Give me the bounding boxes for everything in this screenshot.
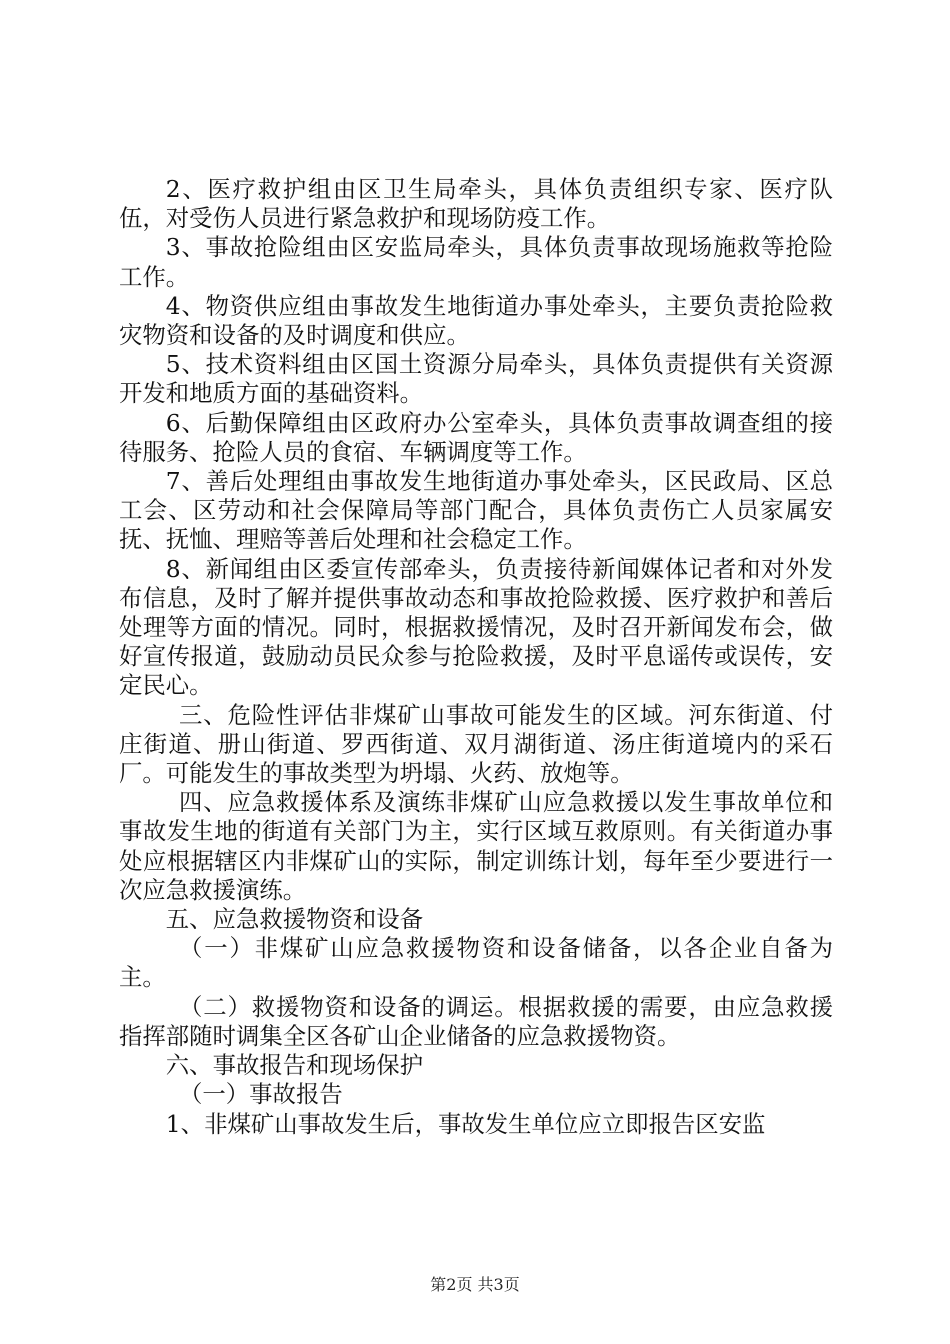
paragraph-risk-assessment: 三、危险性评估非煤矿山事故可能发生的区域。河东街道、付庄街道、册山街道、罗西街道、双月湖街道、汤庄街道境内的采石厂。可能发生的事故类型为坍塌、火药、放炮等。 <box>119 700 833 788</box>
paragraph-rescue-team: 3、事故抢险组由区安监局牵头，具体负责事故现场施救等抢险工作。 <box>119 233 833 291</box>
paragraph-material-reserve: （一）非煤矿山应急救援物资和设备储备，以各企业自备为主。 <box>119 934 833 992</box>
paragraph-medical-team: 2、医疗救护组由区卫生局牵头，具体负责组织专家、医疗队伍，对受伤人员进行紧急救护和现场防疫工作。 <box>119 175 833 233</box>
heading-rescue-materials: 五、应急救援物资和设备 <box>165 905 424 934</box>
paragraph-material-transport: （二）救援物资和设备的调运。根据救援的需要，由应急救援指挥部随时调集全区各矿山企业储备的应急救援物资。 <box>119 992 833 1050</box>
paragraph-technical-team: 5、技术资料组由区国土资源分局牵头，具体负责提供有关资源开发和地质方面的基础资料。 <box>119 350 833 408</box>
paragraph-aftermath-team: 7、善后处理组由事故发生地街道办事处牵头，区民政局、区总工会、区劳动和社会保障局等部门配合，具体负责伤亡人员家属安抚、抚恤、理赔等善后处理和社会稳定工作。 <box>119 467 833 554</box>
paragraph-rescue-system: 四、应急救援体系及演练非煤矿山应急救援以发生事故单位和事故发生地的街道有关部门为主，实行区域互救原则。有关街道办事处应根据辖区内非煤矿山的实际，制定训练计划，每年至少要进行一次应急救援演练。 <box>119 788 833 904</box>
paragraph-supply-team: 4、物资供应组由事故发生地街道办事处牵头，主要负责抢险救灾物资和设备的及时调度和供应。 <box>119 291 833 350</box>
heading-accident-report: 六、事故报告和现场保护 <box>165 1051 424 1080</box>
paragraph-report-step-1: 1、非煤矿山事故发生后，事故发生单位应立即报告区安监 <box>165 1109 766 1138</box>
document-body <box>119 175 833 1139</box>
subheading-accident-report: （一）事故报告 <box>179 1080 343 1109</box>
paragraph-logistics-team: 6、后勤保障组由区政府办公室牵头，具体负责事故调查组的接待服务、抢险人员的食宿、车辆调度等工作。 <box>119 408 833 466</box>
page-number: 第2页 共3页 <box>430 1275 520 1294</box>
paragraph-news-team: 8、新闻组由区委宣传部牵头，负责接待新闻媒体记者和对外发布信息，及时了解并提供事故动态和事故抢险救援、医疗救护和善后处理等方面的情况。同时，根据救援情况，及时召开新闻发布会，做好宣传报道，鼓励动员民众参与抢险救援，及时平息谣传或误传，安定民心。 <box>119 554 833 700</box>
